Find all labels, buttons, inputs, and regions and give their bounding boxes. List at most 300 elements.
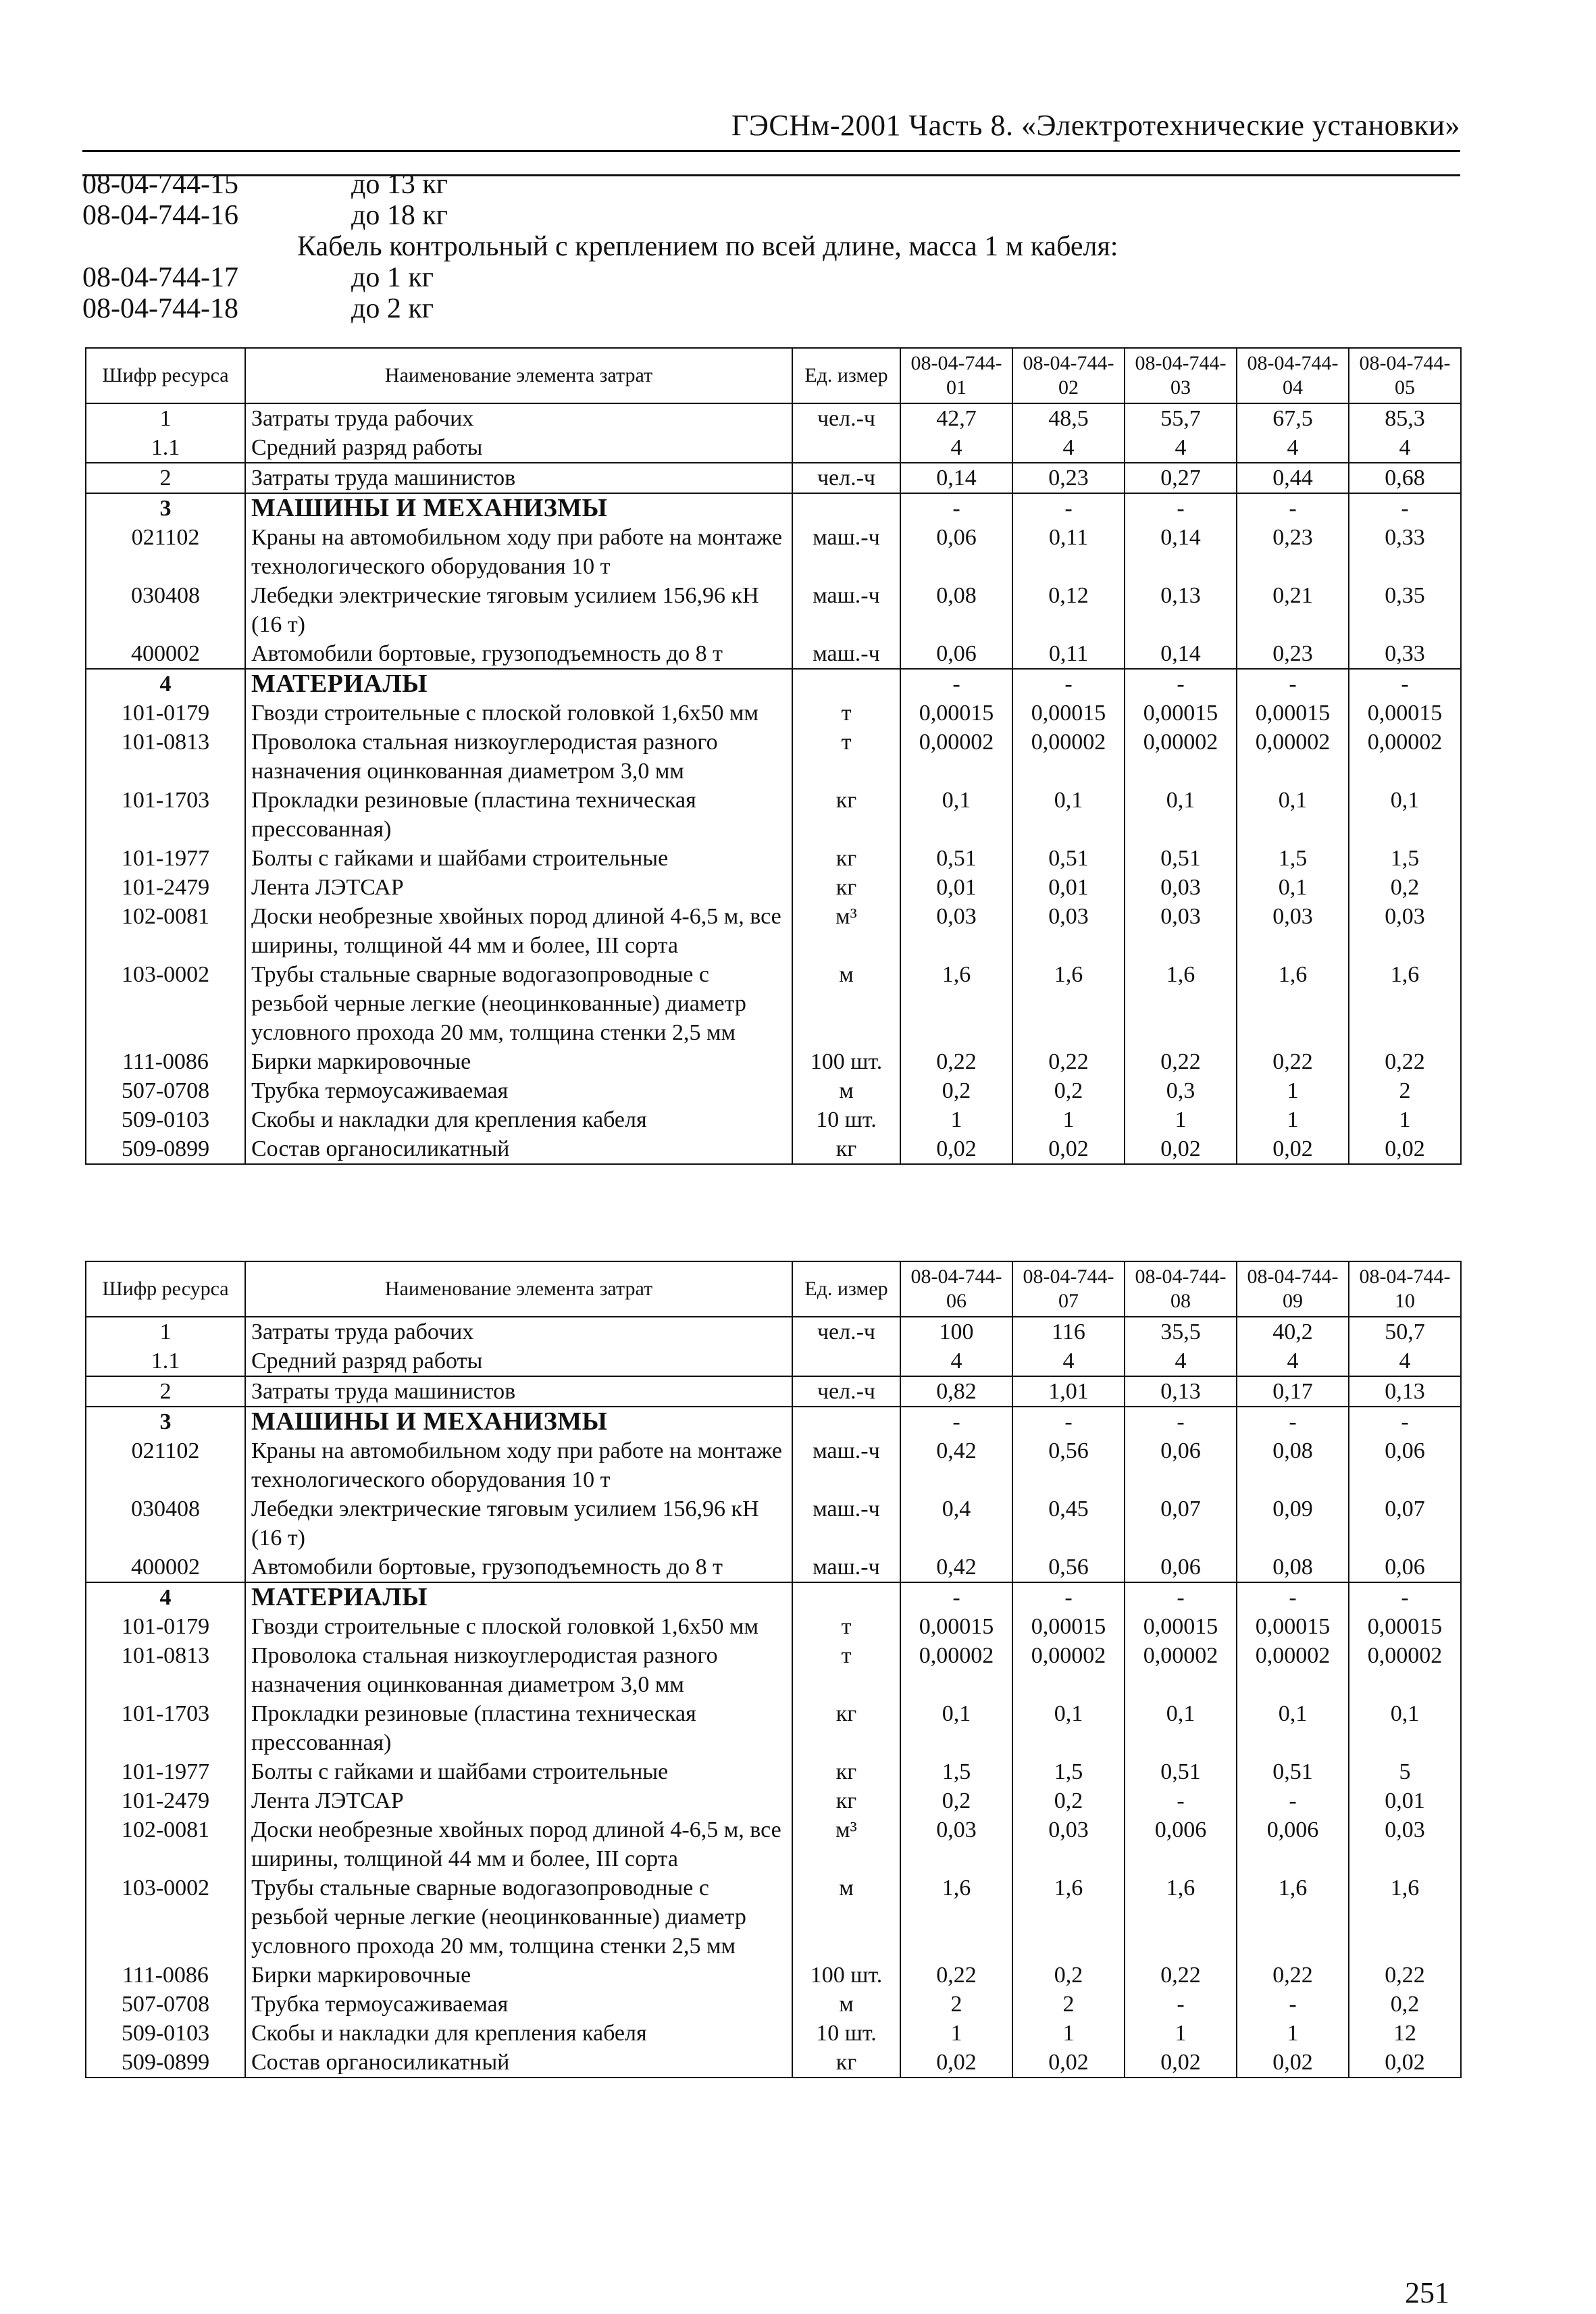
resource-value: 0,11	[1012, 639, 1125, 669]
resource-value: 0,00015	[1125, 699, 1237, 728]
resource-unit: м	[792, 1873, 900, 1961]
resource-value: -	[1237, 1582, 1349, 1612]
resource-value: 4	[1012, 433, 1125, 463]
resource-value: 0,00015	[1237, 699, 1349, 728]
resource-value: 0,22	[1349, 1047, 1461, 1076]
column-header-norm: 08-04-744-01	[900, 348, 1012, 403]
resource-value: 100	[900, 1317, 1012, 1347]
table-row	[86, 786, 1461, 844]
resource-value: 0,22	[1237, 1961, 1349, 1990]
table-row	[86, 1873, 1461, 1961]
resource-value: 0,2	[900, 1786, 1012, 1815]
table-row	[86, 2019, 1461, 2048]
resource-value: 0,68	[1349, 463, 1461, 493]
resource-value: 0,13	[1125, 1376, 1237, 1407]
resource-value: 0,14	[900, 463, 1012, 493]
resource-code: 1.1	[86, 433, 245, 463]
resource-value: 0,1	[1125, 1699, 1237, 1757]
resource-code: 509-0899	[86, 1134, 245, 1164]
resource-value: 1	[1237, 2019, 1349, 2048]
resource-code: 2	[86, 1376, 245, 1407]
norm-code-list	[82, 169, 1460, 324]
resource-name: Прокладки резиновые (пластина техническая прессованная)	[245, 786, 792, 844]
resource-value: 0,00002	[1125, 728, 1237, 786]
resource-code: 101-1977	[86, 844, 245, 873]
resource-value: 0,1	[1237, 1699, 1349, 1757]
resource-value: -	[900, 669, 1012, 699]
table-row	[86, 1612, 1461, 1641]
resource-value: 42,7	[900, 403, 1012, 433]
resource-value: 0,01	[1349, 1786, 1461, 1815]
resource-value: 67,5	[1237, 403, 1349, 433]
resource-value: 0,23	[1237, 639, 1349, 669]
resource-name: Средний разряд работы	[245, 433, 792, 463]
resource-value: 1	[1349, 1105, 1461, 1134]
resource-unit: т	[792, 728, 900, 786]
resource-name: Затраты труда рабочих	[245, 403, 792, 433]
resource-unit: м	[792, 960, 900, 1047]
table-row	[86, 902, 1461, 960]
resource-value: -	[1125, 1407, 1237, 1436]
resource-unit	[792, 1582, 900, 1612]
resource-value: 0,00015	[1012, 699, 1125, 728]
table-row	[86, 1494, 1461, 1553]
resource-value: 0,03	[1125, 873, 1237, 902]
resource-value: 0,08	[900, 581, 1012, 639]
table-row	[86, 1641, 1461, 1699]
resource-code: 4	[86, 669, 245, 699]
resource-name: МАТЕРИАЛЫ	[245, 1582, 792, 1612]
table-row	[86, 699, 1461, 728]
resource-value: 0,2	[1012, 1786, 1125, 1815]
norm-description: до 1 кг	[351, 262, 434, 293]
resource-value: 0,06	[900, 639, 1012, 669]
resource-value: 0,1	[900, 1699, 1012, 1757]
table-row	[86, 1815, 1461, 1873]
resource-value: 0,00002	[900, 728, 1012, 786]
resource-code: 101-2479	[86, 1786, 245, 1815]
table-row	[86, 639, 1461, 669]
resource-code: 101-1977	[86, 1757, 245, 1786]
resource-code: 3	[86, 493, 245, 523]
resource-value: 0,00015	[1237, 1612, 1349, 1641]
resource-table-1	[85, 347, 1462, 1165]
resource-code: 1	[86, 1317, 245, 1347]
resource-value: -	[1012, 493, 1125, 523]
resource-code: 102-0081	[86, 902, 245, 960]
norm-code-line	[82, 231, 1460, 262]
resource-value: 0,33	[1349, 639, 1461, 669]
resource-value: 1,6	[1012, 960, 1125, 1047]
resource-value: 0,56	[1012, 1436, 1125, 1494]
table-row	[86, 1757, 1461, 1786]
resource-value: 0,02	[1237, 2048, 1349, 2078]
resource-value: -	[1349, 1407, 1461, 1436]
resource-value: 0,22	[1237, 1047, 1349, 1076]
resource-value: 1,5	[1237, 844, 1349, 873]
resource-value: 0,56	[1012, 1553, 1125, 1582]
norm-code: 08-04-744-17	[82, 262, 238, 293]
resource-value: 0,00002	[1012, 1641, 1125, 1699]
resource-value: -	[1237, 493, 1349, 523]
resource-value: 0,51	[1012, 844, 1125, 873]
running-header: ГЭСНм-2001 Часть 8. «Электротехнические установки»	[731, 109, 1460, 142]
column-header-norm: 08-04-744-02	[1012, 348, 1125, 403]
resource-unit: т	[792, 699, 900, 728]
resource-value: 4	[900, 433, 1012, 463]
norm-code-line	[82, 200, 1460, 231]
table-row	[86, 1047, 1461, 1076]
resource-value: 0,42	[900, 1436, 1012, 1494]
resource-value: 2	[1349, 1076, 1461, 1105]
resource-value: -	[1125, 1786, 1237, 1815]
resource-value: 1	[1237, 1076, 1349, 1105]
table-row	[86, 1347, 1461, 1376]
resource-value: 4	[1349, 433, 1461, 463]
resource-value: 0,1	[1237, 786, 1349, 844]
resource-value: 0,00002	[900, 1641, 1012, 1699]
resource-name: МАТЕРИАЛЫ	[245, 669, 792, 699]
resource-unit: маш.-ч	[792, 1494, 900, 1553]
resource-value: -	[1012, 669, 1125, 699]
resource-value: 0,01	[900, 873, 1012, 902]
resource-unit: кг	[792, 844, 900, 873]
resource-name: Лебедки электрические тяговым усилием 156,96 кН (16 т)	[245, 1494, 792, 1553]
resource-unit: 10 шт.	[792, 2019, 900, 2048]
column-header-norm: 08-04-744-05	[1349, 348, 1461, 403]
resource-name: Доски необрезные хвойных пород длиной 4-6,5 м, все ширины, толщиной 44 мм и более, III сорта	[245, 1815, 792, 1873]
resource-value: -	[1125, 1582, 1237, 1612]
resource-unit: т	[792, 1612, 900, 1641]
table-row	[86, 581, 1461, 639]
resource-value: 0,00002	[1349, 1641, 1461, 1699]
resource-value: 0,4	[900, 1494, 1012, 1553]
resource-code: 400002	[86, 1553, 245, 1582]
resource-value: 0,00015	[1012, 1612, 1125, 1641]
resource-value: 1	[1125, 1105, 1237, 1134]
table-row	[86, 523, 1461, 581]
resource-name: Лебедки электрические тяговым усилием 156,96 кН (16 т)	[245, 581, 792, 639]
resource-name: Гвозди строительные с плоской головкой 1,6х50 мм	[245, 1612, 792, 1641]
resource-value: 0,02	[1125, 2048, 1237, 2078]
resource-value: 0,00002	[1237, 1641, 1349, 1699]
resource-code: 021102	[86, 1436, 245, 1494]
resource-value: 0,09	[1237, 1494, 1349, 1553]
resource-value: 1,6	[1237, 960, 1349, 1047]
resource-value: 0,21	[1237, 581, 1349, 639]
resource-value: 0,00015	[900, 699, 1012, 728]
resource-name: Прокладки резиновые (пластина техническая прессованная)	[245, 1699, 792, 1757]
resource-name: Автомобили бортовые, грузоподъемность до 8 т	[245, 639, 792, 669]
resource-value: 0,22	[1349, 1961, 1461, 1990]
resource-code: 101-1703	[86, 786, 245, 844]
resource-name: Трубы стальные сварные водогазопроводные с резьбой черные легкие (неоцинкованные) диаметр условного прохода 20 мм, толщина стенки 2,5 мм	[245, 960, 792, 1047]
resource-value: -	[1012, 1582, 1125, 1612]
resource-name: Затраты труда рабочих	[245, 1317, 792, 1347]
resource-code: 509-0899	[86, 2048, 245, 2078]
resource-value: 0,006	[1237, 1815, 1349, 1873]
resource-value: 0,33	[1349, 523, 1461, 581]
resource-value: 0,2	[900, 1076, 1012, 1105]
resource-name: Трубка термоусаживаемая	[245, 1076, 792, 1105]
resource-unit: 100 шт.	[792, 1047, 900, 1076]
resource-unit: кг	[792, 1134, 900, 1164]
resource-unit: маш.-ч	[792, 523, 900, 581]
resource-code: 103-0002	[86, 960, 245, 1047]
resource-value: 1	[1237, 1105, 1349, 1134]
table-row	[86, 1105, 1461, 1134]
resource-value: 1,5	[900, 1757, 1012, 1786]
resource-value: 0,2	[1012, 1961, 1125, 1990]
resource-value: 0,00015	[1349, 699, 1461, 728]
column-header-name: Наименование элемента затрат	[245, 1261, 792, 1317]
resource-value: 0,12	[1012, 581, 1125, 639]
column-header-code: Шифр ресурса	[86, 1261, 245, 1317]
table-row	[86, 1134, 1461, 1164]
resource-code: 400002	[86, 639, 245, 669]
resource-unit: кг	[792, 1786, 900, 1815]
resource-unit: кг	[792, 786, 900, 844]
resource-name: Состав органосиликатный	[245, 1134, 792, 1164]
resource-name: МАШИНЫ И МЕХАНИЗМЫ	[245, 493, 792, 523]
resource-unit: маш.-ч	[792, 639, 900, 669]
section-row	[86, 493, 1461, 523]
column-header-unit: Ед. измер	[792, 348, 900, 403]
resource-unit	[792, 669, 900, 699]
resource-unit: кг	[792, 1757, 900, 1786]
header-rule	[82, 150, 1460, 152]
table-row	[86, 2048, 1461, 2078]
resource-value: 0,1	[1349, 1699, 1461, 1757]
resource-value: -	[1237, 1990, 1349, 2019]
norm-code-line	[82, 262, 1460, 293]
table-row	[86, 1786, 1461, 1815]
page-number: 251	[1405, 2276, 1449, 2309]
resource-unit: кг	[792, 873, 900, 902]
resource-name: Средний разряд работы	[245, 1347, 792, 1376]
resource-name: Бирки маркировочные	[245, 1961, 792, 1990]
resource-value: 0,82	[900, 1376, 1012, 1407]
resource-value: 4	[1012, 1347, 1125, 1376]
resource-code: 101-0179	[86, 1612, 245, 1641]
resource-value: 0,44	[1237, 463, 1349, 493]
resource-value: 0,3	[1125, 1076, 1237, 1105]
resource-value: 0,06	[1125, 1553, 1237, 1582]
resource-name: Скобы и накладки для крепления кабеля	[245, 2019, 792, 2048]
resource-value: 0,08	[1237, 1436, 1349, 1494]
resource-value: 0,00015	[1349, 1612, 1461, 1641]
resource-name: Проволока стальная низкоуглеродистая разного назначения оцинкованная диаметром 3,0 мм	[245, 1641, 792, 1699]
table-row	[86, 1376, 1461, 1407]
resource-value: 2	[900, 1990, 1012, 2019]
resource-name: Трубы стальные сварные водогазопроводные с резьбой черные легкие (неоцинкованные) диаметр условного прохода 20 мм, толщина стенки 2,5 мм	[245, 1873, 792, 1961]
resource-name: Болты с гайками и шайбами строительные	[245, 844, 792, 873]
resource-value: 0,01	[1012, 873, 1125, 902]
resource-unit: чел.-ч	[792, 463, 900, 493]
resource-value: 0,1	[1012, 786, 1125, 844]
resource-value: 0,23	[1237, 523, 1349, 581]
resource-value: 1	[1125, 2019, 1237, 2048]
resource-value: 4	[1125, 433, 1237, 463]
resource-value: 0,00002	[1012, 728, 1125, 786]
resource-unit	[792, 493, 900, 523]
resource-value: 1,5	[1349, 844, 1461, 873]
resource-code: 1	[86, 403, 245, 433]
column-header-norm: 08-04-744-06	[900, 1261, 1012, 1317]
column-header-norm: 08-04-744-09	[1237, 1261, 1349, 1317]
resource-code: 030408	[86, 1494, 245, 1553]
resource-code: 101-0813	[86, 728, 245, 786]
resource-unit: маш.-ч	[792, 1553, 900, 1582]
resource-unit	[792, 433, 900, 463]
resource-unit: 100 шт.	[792, 1961, 900, 1990]
resource-code: 101-0179	[86, 699, 245, 728]
resource-code: 509-0103	[86, 2019, 245, 2048]
table-row	[86, 873, 1461, 902]
resource-code: 021102	[86, 523, 245, 581]
resource-value: -	[1237, 669, 1349, 699]
resource-value: -	[1237, 1786, 1349, 1815]
resource-value: 0,06	[1349, 1436, 1461, 1494]
resource-value: 1,6	[900, 960, 1012, 1047]
resource-value: 0,51	[900, 844, 1012, 873]
resource-value: 0,03	[900, 902, 1012, 960]
resource-value: 0,1	[1012, 1699, 1125, 1757]
resource-name: Гвозди строительные с плоской головкой 1,6х50 мм	[245, 699, 792, 728]
section-row	[86, 669, 1461, 699]
resource-value: 0,22	[1125, 1961, 1237, 1990]
norm-code: 08-04-744-18	[82, 293, 238, 324]
column-header-norm: 08-04-744-07	[1012, 1261, 1125, 1317]
resource-value: -	[900, 1407, 1012, 1436]
column-header-norm: 08-04-744-04	[1237, 348, 1349, 403]
resource-value: 0,11	[1012, 523, 1125, 581]
table-row	[86, 433, 1461, 463]
resource-value: 0,02	[1012, 1134, 1125, 1164]
resource-name: Скобы и накладки для крепления кабеля	[245, 1105, 792, 1134]
resource-value: 1,6	[900, 1873, 1012, 1961]
resource-value: -	[1237, 1407, 1349, 1436]
resource-value: 0,02	[1349, 2048, 1461, 2078]
resource-value: -	[1125, 1990, 1237, 2019]
resource-value: 4	[1237, 1347, 1349, 1376]
table-row	[86, 1317, 1461, 1347]
resource-name: Автомобили бортовые, грузоподъемность до 8 т	[245, 1553, 792, 1582]
resource-value: 0,1	[900, 786, 1012, 844]
resource-value: 0,23	[1012, 463, 1125, 493]
resource-code: 103-0002	[86, 1873, 245, 1961]
resource-code: 507-0708	[86, 1076, 245, 1105]
resource-value: 1	[900, 2019, 1012, 2048]
resource-value: -	[1349, 1582, 1461, 1612]
resource-name: Краны на автомобильном ходу при работе на монтаже технологического оборудования 10 т	[245, 1436, 792, 1494]
table-row	[86, 844, 1461, 873]
resource-value: 4	[900, 1347, 1012, 1376]
resource-value: -	[1349, 493, 1461, 523]
resource-name: Лента ЛЭТСАР	[245, 1786, 792, 1815]
table-row	[86, 463, 1461, 493]
resource-value: 116	[1012, 1317, 1125, 1347]
resource-name: Лента ЛЭТСАР	[245, 873, 792, 902]
resource-name: Затраты труда машинистов	[245, 463, 792, 493]
resource-name: Проволока стальная низкоуглеродистая разного назначения оцинкованная диаметром 3,0 мм	[245, 728, 792, 786]
resource-value: 0,02	[1012, 2048, 1125, 2078]
resource-code: 509-0103	[86, 1105, 245, 1134]
resource-name: Доски необрезные хвойных пород длиной 4-6,5 м, все ширины, толщиной 44 мм и более, III сорта	[245, 902, 792, 960]
resource-name: Затраты труда машинистов	[245, 1376, 792, 1407]
resource-value: 0,02	[1349, 1134, 1461, 1164]
resource-value: 40,2	[1237, 1317, 1349, 1347]
resource-value: 0,2	[1012, 1076, 1125, 1105]
table-row	[86, 1990, 1461, 2019]
resource-value: 0,02	[900, 1134, 1012, 1164]
resource-value: -	[900, 493, 1012, 523]
norm-description: до 13 кг	[351, 169, 448, 200]
resource-value: 1	[1012, 2019, 1125, 2048]
resource-value: 1	[900, 1105, 1012, 1134]
resource-value: -	[1012, 1407, 1125, 1436]
resource-code: 102-0081	[86, 1815, 245, 1873]
table-row	[86, 728, 1461, 786]
resource-code: 111-0086	[86, 1961, 245, 1990]
resource-code: 101-2479	[86, 873, 245, 902]
resource-value: 1,6	[1237, 1873, 1349, 1961]
table-row	[86, 403, 1461, 433]
resource-name: МАШИНЫ И МЕХАНИЗМЫ	[245, 1407, 792, 1436]
resource-unit: м	[792, 1076, 900, 1105]
resource-value: 0,51	[1237, 1757, 1349, 1786]
resource-value: 0,00015	[900, 1612, 1012, 1641]
resource-value: 0,03	[1012, 902, 1125, 960]
resource-unit: кг	[792, 1699, 900, 1757]
resource-value: 0,22	[900, 1961, 1012, 1990]
table-row	[86, 1699, 1461, 1757]
resource-name: Болты с гайками и шайбами строительные	[245, 1757, 792, 1786]
resource-code: 101-0813	[86, 1641, 245, 1699]
resource-name: Состав органосиликатный	[245, 2048, 792, 2078]
resource-value: 1,6	[1012, 1873, 1125, 1961]
table-row	[86, 1961, 1461, 1990]
resource-unit: м	[792, 1990, 900, 2019]
resource-value: 0,17	[1237, 1376, 1349, 1407]
resource-value: 0,03	[1237, 902, 1349, 960]
norm-code: 08-04-744-16	[82, 200, 238, 231]
section-row	[86, 1582, 1461, 1612]
resource-value: 1,6	[1125, 960, 1237, 1047]
resource-name: Трубка термоусаживаемая	[245, 1990, 792, 2019]
resource-unit: кг	[792, 2048, 900, 2078]
table-row	[86, 1553, 1461, 1582]
resource-value: 0,03	[1349, 902, 1461, 960]
resource-value: 5	[1349, 1757, 1461, 1786]
resource-value: 0,42	[900, 1553, 1012, 1582]
norm-code-line	[82, 169, 1460, 200]
norm-description: до 2 кг	[351, 293, 434, 324]
resource-value: 1,6	[1349, 1873, 1461, 1961]
resource-value: 0,06	[1349, 1553, 1461, 1582]
resource-value: 0,2	[1349, 1990, 1461, 2019]
resource-value: 0,1	[1125, 786, 1237, 844]
resource-unit	[792, 1407, 900, 1436]
resource-unit: чел.-ч	[792, 403, 900, 433]
section-row	[86, 1407, 1461, 1436]
resource-value: 0,14	[1125, 639, 1237, 669]
resource-value: 4	[1349, 1347, 1461, 1376]
resource-value: 0,06	[900, 523, 1012, 581]
resource-value: 0,07	[1125, 1494, 1237, 1553]
resource-value: 1	[1012, 1105, 1125, 1134]
resource-value: 4	[1237, 433, 1349, 463]
